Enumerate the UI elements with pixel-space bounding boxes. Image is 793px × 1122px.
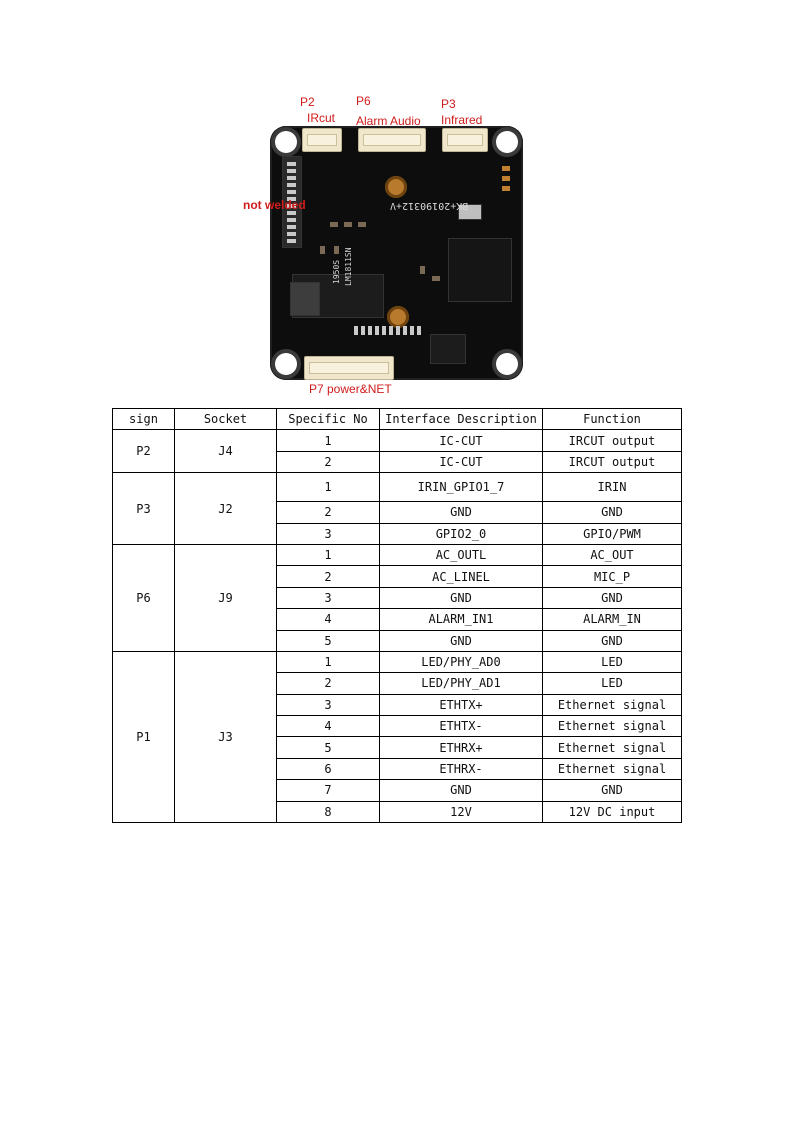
cell-desc: IC-CUT — [380, 430, 543, 451]
mounting-hole — [275, 131, 297, 153]
label-p7: P7 power&NET — [309, 382, 392, 396]
cell-func: GPIO/PWM — [543, 523, 682, 544]
cell-no: 3 — [277, 587, 380, 608]
label-not-welded: not welded — [243, 198, 306, 212]
cell-sign: P1 — [113, 651, 175, 822]
smd-component — [420, 266, 425, 274]
smd-component — [330, 222, 338, 227]
cell-no: 6 — [277, 758, 380, 779]
cell-func: MIC_P — [543, 566, 682, 587]
cell-no: 2 — [277, 502, 380, 523]
cell-desc: IRIN_GPIO1_7 — [380, 473, 543, 502]
mount-pad — [387, 306, 409, 328]
table-row — [113, 473, 682, 502]
cell-no: 1 — [277, 473, 380, 502]
cell-socket: J3 — [175, 651, 277, 822]
cell-no: 5 — [277, 630, 380, 651]
mounting-hole — [275, 353, 297, 375]
cell-desc: GND — [380, 630, 543, 651]
pin-header — [354, 326, 421, 335]
cell-desc: AC_OUTL — [380, 544, 543, 565]
cell-desc: AC_LINEL — [380, 566, 543, 587]
cell-desc: ETHRX- — [380, 758, 543, 779]
cell-func: IRCUT output — [543, 430, 682, 451]
label-p3: P3 — [441, 97, 456, 111]
cell-desc: GND — [380, 502, 543, 523]
connector-p3 — [442, 128, 488, 152]
cell-no: 3 — [277, 694, 380, 715]
cell-no: 4 — [277, 716, 380, 737]
cell-no: 1 — [277, 430, 380, 451]
connector-p7 — [304, 356, 394, 380]
cell-no: 2 — [277, 566, 380, 587]
mount-pad — [385, 176, 407, 198]
cell-func: GND — [543, 780, 682, 801]
cell-desc: ETHRX+ — [380, 737, 543, 758]
cell-socket: J9 — [175, 544, 277, 651]
cell-func: GND — [543, 630, 682, 651]
smd-component — [344, 222, 352, 227]
cell-desc: ALARM_IN1 — [380, 609, 543, 630]
cell-no: 5 — [277, 737, 380, 758]
cell-desc: GND — [380, 587, 543, 608]
smd-component — [502, 176, 510, 181]
cell-desc: ETHTX- — [380, 716, 543, 737]
header-sign: sign — [113, 409, 175, 430]
connector-p2 — [302, 128, 342, 152]
cell-desc: IC-CUT — [380, 451, 543, 472]
cell-no: 1 — [277, 651, 380, 672]
pin-definition-table — [112, 408, 682, 823]
cell-func: IRCUT output — [543, 451, 682, 472]
cell-desc: GND — [380, 780, 543, 801]
cell-no: 2 — [277, 451, 380, 472]
cell-desc: GPIO2_0 — [380, 523, 543, 544]
main-soc-chip — [448, 238, 512, 302]
cell-no: 2 — [277, 673, 380, 694]
smd-component — [502, 166, 510, 171]
cell-func: Ethernet signal — [543, 694, 682, 715]
cell-func: IRIN — [543, 473, 682, 502]
board-photo — [0, 0, 793, 400]
header-socket: Socket — [175, 409, 277, 430]
cell-socket: J2 — [175, 473, 277, 545]
smd-component — [320, 246, 325, 254]
cell-func: Ethernet signal — [543, 716, 682, 737]
label-p2-desc: IRcut — [307, 111, 336, 125]
cell-no: 4 — [277, 609, 380, 630]
small-ic — [430, 334, 466, 364]
cell-func: GND — [543, 502, 682, 523]
cell-no: 8 — [277, 801, 380, 822]
pcb-board — [270, 126, 523, 380]
board-code: BK+20190312+V — [390, 200, 469, 211]
cell-sign: P2 — [113, 430, 175, 473]
label-p2: P2 — [300, 95, 315, 109]
table-row — [113, 544, 682, 565]
cell-func: Ethernet signal — [543, 758, 682, 779]
chip-date: 1950S — [332, 259, 341, 284]
smd-component — [432, 276, 440, 281]
cell-socket: J4 — [175, 430, 277, 473]
cell-desc: LED/PHY_AD0 — [380, 651, 543, 672]
cell-func: LED — [543, 651, 682, 672]
table-row — [113, 430, 682, 451]
chip-marking: LM1811SN — [344, 247, 353, 286]
mounting-hole — [496, 131, 518, 153]
cell-func: Ethernet signal — [543, 737, 682, 758]
connector-p6 — [358, 128, 426, 152]
regulator-ic — [290, 282, 320, 316]
header-specific-no: Specific No — [277, 409, 380, 430]
cell-func: AC_OUT — [543, 544, 682, 565]
cell-sign: P6 — [113, 544, 175, 651]
mounting-hole — [496, 353, 518, 375]
label-p6-desc: Alarm Audio — [356, 114, 421, 128]
table-header-row — [113, 409, 682, 430]
header-interface-description: Interface Description — [380, 409, 543, 430]
cell-no: 3 — [277, 523, 380, 544]
cell-no: 7 — [277, 780, 380, 801]
cell-func: 12V DC input — [543, 801, 682, 822]
label-p3-desc: Infrared — [441, 113, 483, 127]
smd-component — [334, 246, 339, 254]
cell-desc: ETHTX+ — [380, 694, 543, 715]
cell-func: ALARM_IN — [543, 609, 682, 630]
cell-func: GND — [543, 587, 682, 608]
table-row — [113, 651, 682, 672]
label-p6: P6 — [356, 94, 371, 108]
cell-no: 1 — [277, 544, 380, 565]
cell-sign: P3 — [113, 473, 175, 545]
cell-desc: LED/PHY_AD1 — [380, 673, 543, 694]
smd-component — [502, 186, 510, 191]
cell-func: LED — [543, 673, 682, 694]
smd-component — [358, 222, 366, 227]
header-function: Function — [543, 409, 682, 430]
cell-desc: 12V — [380, 801, 543, 822]
